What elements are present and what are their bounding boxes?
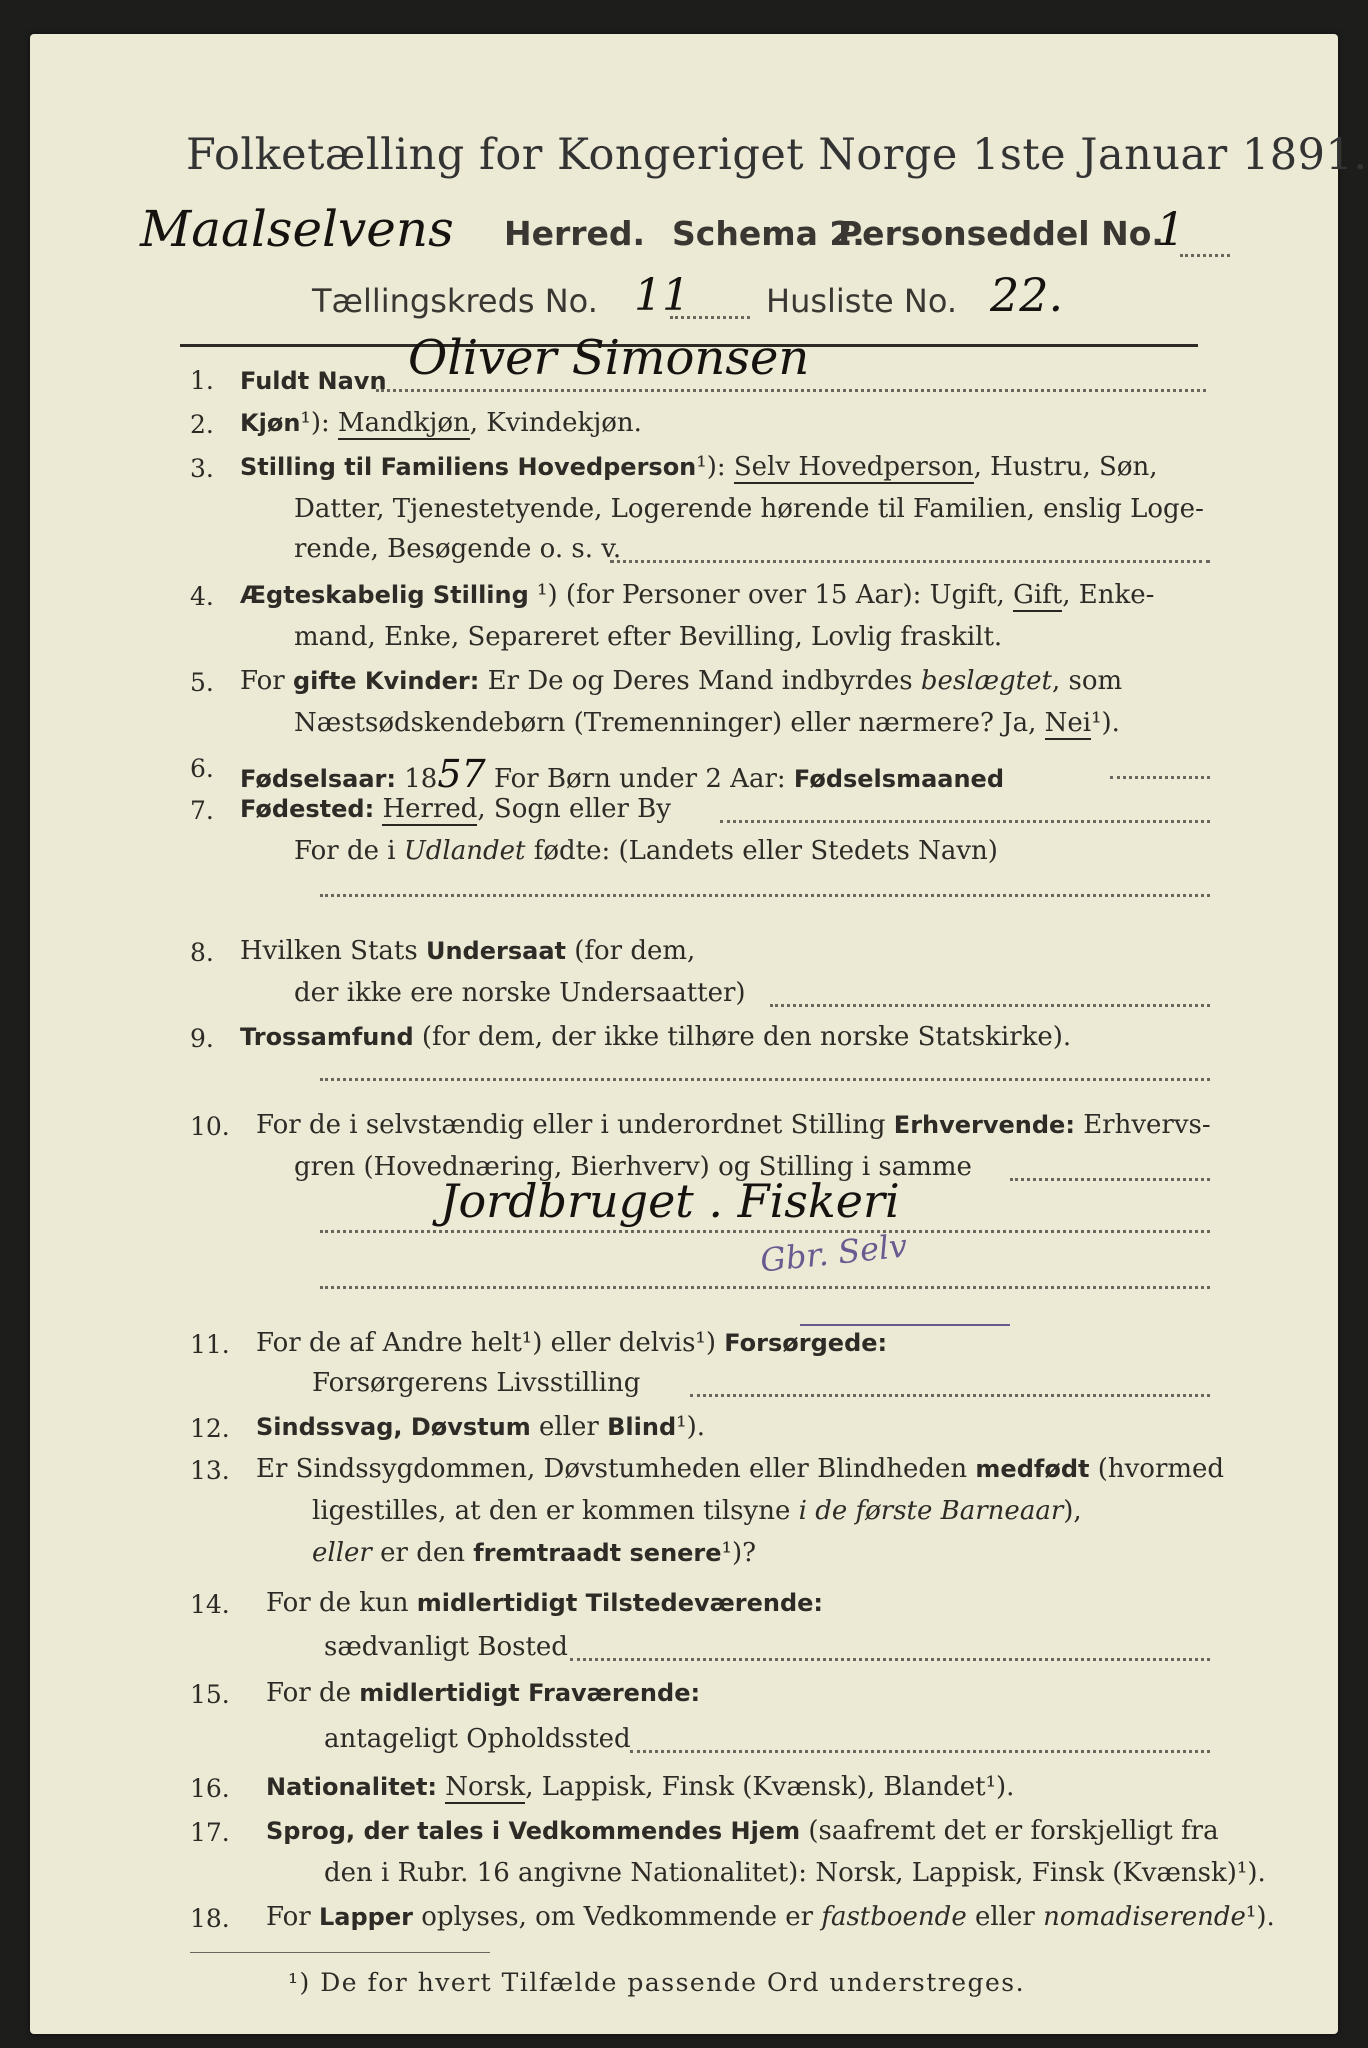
dotted-leader (1180, 254, 1230, 257)
field-10-occupation-handwritten: Jordbruget . Fiskeri (440, 1174, 900, 1228)
field-7-number: 7. (190, 796, 214, 825)
field-3-line2: Datter, Tjenestetyende, Logerende hørende til Familien, enslig Loge- (294, 494, 1204, 524)
field-13-line3-italic: eller (312, 1538, 372, 1568)
field-10-line2: gren (Hovednæring, Bierhverv) og Stilling i samme (294, 1152, 972, 1182)
field-6-pre: 18 (396, 764, 438, 794)
field-16-rest: , Lappisk, Finsk (Kvænsk), Blandet¹). (525, 1772, 1015, 1802)
field-13-line3c: ¹)? (721, 1538, 757, 1568)
field-1-number: 1. (190, 366, 214, 395)
field-2-rest: , Kvindekjøn. (469, 408, 642, 438)
field-16-number: 16. (190, 1774, 230, 1803)
field-13-line3-bold: fremtraadt senere (473, 1539, 722, 1567)
field-10-rest: Erhvervs- (1074, 1110, 1211, 1140)
dotted-leader (630, 1750, 1210, 1753)
footnote-rule (190, 1952, 490, 1953)
field-14-line (266, 1588, 823, 1618)
field-2-number: 2. (190, 410, 214, 439)
dotted-leader (320, 1078, 1210, 1081)
field-2-label: Kjøn (240, 409, 301, 437)
field-8-rest: (for dem, (565, 936, 696, 966)
field-1-label: Fuldt Navn (240, 367, 387, 395)
field-8-label: Undersaat (425, 937, 566, 965)
dotted-leader (320, 894, 1210, 897)
field-12-number: 12. (190, 1414, 230, 1443)
field-18-line (266, 1902, 1275, 1932)
field-16-label: Nationalitet: (266, 1773, 438, 1801)
field-13-label: medfødt (975, 1455, 1090, 1483)
field-8-line (240, 936, 695, 966)
field-16-line (266, 1772, 1014, 1802)
personseddel-number: 1 (1156, 202, 1186, 256)
field-4-number: 4. (190, 582, 214, 611)
field-15-number: 15. (190, 1680, 230, 1709)
field-13-line3a: er den (371, 1538, 474, 1568)
field-3-line (240, 452, 1158, 482)
field-11-line (256, 1328, 887, 1358)
field-17-rest: (saafremt det er forskjelligt fra (800, 1816, 1219, 1846)
field-4-line (240, 580, 1154, 610)
field-2-line (240, 408, 642, 438)
field-18-mid: oplyses, om Vedkommende er (412, 1902, 822, 1932)
field-13-line2-italic: i de første Barneaar (798, 1496, 1064, 1526)
schema-label: Schema 2. (672, 214, 865, 253)
footnote: ¹) De for hvert Tilfælde passende Ord understreges. (288, 1968, 1026, 1997)
field-12-mid: eller (530, 1412, 608, 1442)
dotted-leader (320, 1286, 1210, 1289)
dotted-leader (320, 1230, 1210, 1233)
field-12-rest: ¹). (676, 1412, 705, 1442)
dotted-leader (610, 560, 1210, 563)
field-5-line2 (294, 708, 1120, 738)
field-14-pre: For de kun (266, 1588, 417, 1618)
personseddel-label: Personseddel No. (838, 214, 1164, 253)
field-11-label: Forsørgede: (724, 1329, 888, 1357)
census-form-sheet (30, 34, 1368, 2034)
field-11-mid: ¹) eller delvis¹) (521, 1328, 725, 1358)
field-6-mid: For Børn under 2 Aar: (485, 764, 794, 794)
dotted-leader (770, 1004, 1210, 1007)
field-3-rest: , Hustru, Søn, (973, 452, 1158, 482)
field-18-number: 18. (190, 1904, 230, 1933)
field-15-line (266, 1678, 700, 1708)
field-17-line (266, 1816, 1219, 1846)
field-7-option-underlined: Herred (382, 794, 478, 824)
field-7-line2-italic: Udlandet (403, 836, 526, 866)
field-4-label: Ægteskabelig Stilling (240, 581, 529, 609)
field-5-label: gifte Kvinder: (292, 667, 480, 695)
field-5-pre: For (240, 666, 293, 696)
dotted-leader (376, 389, 1206, 392)
field-9-line (240, 1022, 1071, 1052)
field-5-option-underlined: Nei (1044, 708, 1092, 738)
herred-label: Herred. (504, 214, 646, 253)
field-7-line2a: For de i (294, 836, 404, 866)
field-2-option-underlined: Mandkjøn (338, 408, 470, 438)
field-7-rest: , Sogn eller By (477, 794, 671, 824)
field-1-name-handwritten: Oliver Simonsen (408, 330, 810, 386)
form-title: Folketælling for Kongeriget Norge 1ste Januar 1891. (186, 130, 1368, 180)
kreds-label: Tællingskreds No. (312, 282, 598, 320)
field-8-line2: der ikke ere norske Undersaatter) (294, 978, 746, 1008)
field-4-line2: mand, Enke, Separeret efter Bevilling, Lovlig fraskilt. (294, 622, 1003, 652)
field-7-line (240, 794, 671, 824)
field-17-line2: den i Rubr. 16 angivne Nationalitet): Norsk, Lappisk, Finsk (Kvænsk)¹). (324, 1858, 1266, 1888)
field-3-number: 3. (190, 454, 214, 483)
field-9-number: 9. (190, 1024, 214, 1053)
dotted-leader (1110, 776, 1210, 779)
field-7-line2b: fødte: (Landets eller Stedets Navn) (525, 836, 998, 866)
field-10-annotation-handwritten: Gbr. Selv (758, 1226, 909, 1280)
field-2-sup: ¹): (300, 408, 330, 438)
field-13-line (256, 1454, 1224, 1484)
field-12-label: Sindssvag, Døvstum (256, 1413, 531, 1441)
field-11-number: 11. (190, 1330, 230, 1359)
field-16-option-underlined: Norsk (445, 1772, 526, 1802)
field-11-line2: Forsørgerens Livsstilling (312, 1368, 641, 1398)
field-6-number: 6. (190, 754, 214, 783)
field-10-label: Erhvervende: (893, 1111, 1075, 1139)
field-15-label: midlertidigt Fraværende: (359, 1679, 701, 1707)
dotted-leader (720, 820, 1210, 823)
field-14-label: midlertidigt Tilstedeværende: (416, 1589, 824, 1617)
dotted-leader (670, 316, 750, 319)
dotted-leader (690, 1394, 1210, 1397)
field-9-rest: (for dem, der ikke tilhøre den norske Statskirke). (413, 1022, 1072, 1052)
field-18-end: ¹). (1245, 1902, 1275, 1932)
field-13-line2 (312, 1496, 1082, 1526)
herred-handwritten: Maalselvens (140, 200, 454, 258)
field-8-pre: Hvilken Stats (240, 936, 426, 966)
field-6-year-handwritten: 57 (437, 752, 486, 796)
field-6-label: Fødselsaar: (240, 765, 396, 793)
field-10-line (256, 1110, 1211, 1140)
field-7-label: Fødested: (240, 795, 375, 823)
field-5-line2-text: Næstsødskendebørn (Tremenninger) eller nærmere? Ja, (294, 708, 1045, 738)
field-6-label2: Fødselsmaaned (793, 765, 1005, 793)
husliste-number: 22. (990, 268, 1064, 322)
field-4-option-underlined: Gift (1013, 580, 1063, 610)
field-14-line2: sædvanligt Bosted (324, 1632, 568, 1662)
field-18-mid2: eller (966, 1902, 1044, 1932)
dotted-leader (1010, 1178, 1210, 1181)
field-12-label2: Blind (607, 1413, 677, 1441)
field-13-line3 (312, 1538, 756, 1568)
field-12-line (256, 1412, 705, 1442)
field-3-label: Stilling til Familiens Hovedperson (240, 453, 697, 481)
field-10-number: 10. (190, 1112, 230, 1141)
field-5-end: ¹). (1091, 708, 1120, 738)
field-4-pre: ¹) (for Personer over 15 Aar): Ugift, (528, 580, 1014, 610)
field-13-line2b: ), (1063, 1496, 1082, 1526)
field-13-line2a: ligestilles, at den er kommen tilsyne (312, 1496, 799, 1526)
field-13-number: 13. (190, 1456, 230, 1485)
field-5-rest: , som (1051, 666, 1123, 696)
field-5-number: 5. (190, 668, 214, 697)
field-3-sup: ¹): (696, 452, 726, 482)
field-7-line2 (294, 836, 998, 866)
field-17-label: Sprog, der tales i Vedkommendes Hjem (266, 1817, 801, 1845)
field-17-number: 17. (190, 1818, 230, 1847)
kreds-number: 11 (634, 270, 690, 321)
field-6-line (240, 752, 1004, 796)
field-11-pre: For de af Andre helt (256, 1328, 522, 1358)
field-10-pre: For de i selvstændig eller i underordnet Stilling (256, 1110, 894, 1140)
field-4-rest: , Enke- (1062, 580, 1155, 610)
field-5-line (240, 666, 1122, 696)
field-18-label: Lapper (318, 1903, 413, 1931)
field-15-pre: For de (266, 1678, 360, 1708)
field-3-option-underlined: Selv Hovedperson (733, 452, 974, 482)
field-5-italic: beslægtet (920, 666, 1052, 696)
field-9-label: Trossamfund (240, 1023, 414, 1051)
field-3-line3: rende, Besøgende o. s. v. (294, 534, 622, 564)
field-13-rest: (hvormed (1089, 1454, 1225, 1484)
field-18-italic1: fastboende (821, 1902, 967, 1932)
violet-pencil-stroke (800, 1324, 1010, 1326)
field-14-number: 14. (190, 1590, 230, 1619)
husliste-label: Husliste No. (766, 282, 957, 320)
field-18-pre: For (266, 1902, 319, 1932)
field-5-mid: Er De og Deres Mand indbyrdes (479, 666, 921, 696)
dotted-leader (570, 1658, 1210, 1661)
field-8-number: 8. (190, 938, 214, 967)
field-15-line2: antageligt Opholdssted (324, 1724, 631, 1754)
field-13-pre: Er Sindssygdommen, Døvstumheden eller Blindheden (256, 1454, 976, 1484)
field-18-italic2: nomadiserende (1043, 1902, 1246, 1932)
